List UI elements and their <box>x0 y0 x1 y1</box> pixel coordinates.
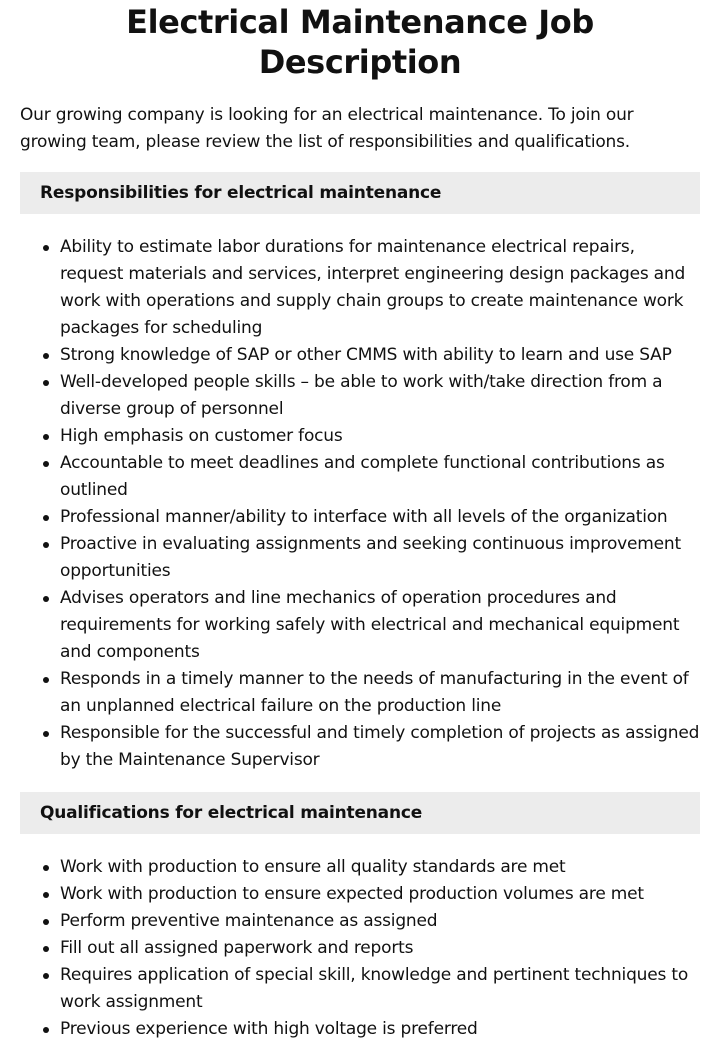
list-item <box>60 908 700 935</box>
list-item <box>60 369 700 423</box>
bullet-icon <box>43 542 49 548</box>
bullet-icon <box>43 892 49 898</box>
bullet-icon <box>43 380 49 386</box>
list-item <box>60 423 700 450</box>
qualifications-heading: Qualifications for electrical maintenance <box>20 792 700 834</box>
list-item-text: Work with production to ensure all quality standards are met <box>60 857 566 877</box>
list-item <box>60 450 700 504</box>
list-item-text: Previous experience with high voltage is preferred <box>60 1019 478 1039</box>
list-item <box>60 962 700 1016</box>
bullet-icon <box>43 353 49 359</box>
bullet-icon <box>43 596 49 602</box>
bullet-icon <box>43 919 49 925</box>
list-item <box>60 881 700 908</box>
qualifications-list <box>20 854 700 1043</box>
bullet-icon <box>43 731 49 737</box>
list-item-text: Requires application of special skill, knowledge and pertinent techniques to work assignment <box>60 965 689 1012</box>
list-item-text: Strong knowledge of SAP or other CMMS with ability to learn and use SAP <box>60 345 672 365</box>
list-item-text: Advises operators and line mechanics of operation procedures and requirements for working safely with electrical and mechanical equipment and components <box>60 588 680 662</box>
list-item <box>60 666 700 720</box>
list-item <box>60 854 700 881</box>
list-item-text: Work with production to ensure expected production volumes are met <box>60 884 644 904</box>
list-item <box>60 531 700 585</box>
list-item-text: Well-developed people skills – be able to work with/take direction from a diverse group of personnel <box>60 372 663 419</box>
list-item <box>60 935 700 962</box>
bullet-icon <box>43 461 49 467</box>
list-item-text: Perform preventive maintenance as assigned <box>60 911 438 931</box>
responsibilities-heading: Responsibilities for electrical maintenance <box>20 172 700 214</box>
list-item-text: Responsible for the successful and timely completion of projects as assigned by the Maintenance Supervisor <box>60 723 700 770</box>
list-item <box>60 720 700 774</box>
list-item <box>60 504 700 531</box>
list-item-text: Accountable to meet deadlines and complete functional contributions as outlined <box>60 453 665 500</box>
list-item-text: Proactive in evaluating assignments and seeking continuous improvement opportunities <box>60 534 681 581</box>
bullet-icon <box>43 946 49 952</box>
list-item-text: Responds in a timely manner to the needs of manufacturing in the event of an unplanned electrical failure on the production line <box>60 669 689 716</box>
bullet-icon <box>43 865 49 871</box>
bullet-icon <box>43 245 49 251</box>
list-item-text: Ability to estimate labor durations for maintenance electrical repairs, request materials and services, interpret engineering design packages and work with operations and supply chain groups to create maintenance work packages for scheduling <box>60 237 686 338</box>
bullet-icon <box>43 1027 49 1033</box>
list-item <box>60 585 700 666</box>
list-item-text: Professional manner/ability to interface with all levels of the organization <box>60 507 668 527</box>
bullet-icon <box>43 973 49 979</box>
list-item-text: Fill out all assigned paperwork and reports <box>60 938 414 958</box>
bullet-icon <box>43 434 49 440</box>
list-item <box>60 342 700 369</box>
list-item <box>60 234 700 342</box>
bullet-icon <box>43 515 49 521</box>
responsibilities-list <box>20 234 700 774</box>
page-title: Electrical Maintenance Job Description <box>126 3 594 81</box>
bullet-icon <box>43 677 49 683</box>
list-item-text: High emphasis on customer focus <box>60 426 343 446</box>
intro-paragraph: Our growing company is looking for an electrical maintenance. To join our growing team, please review the list of responsibilities and qualifications. <box>20 105 634 152</box>
